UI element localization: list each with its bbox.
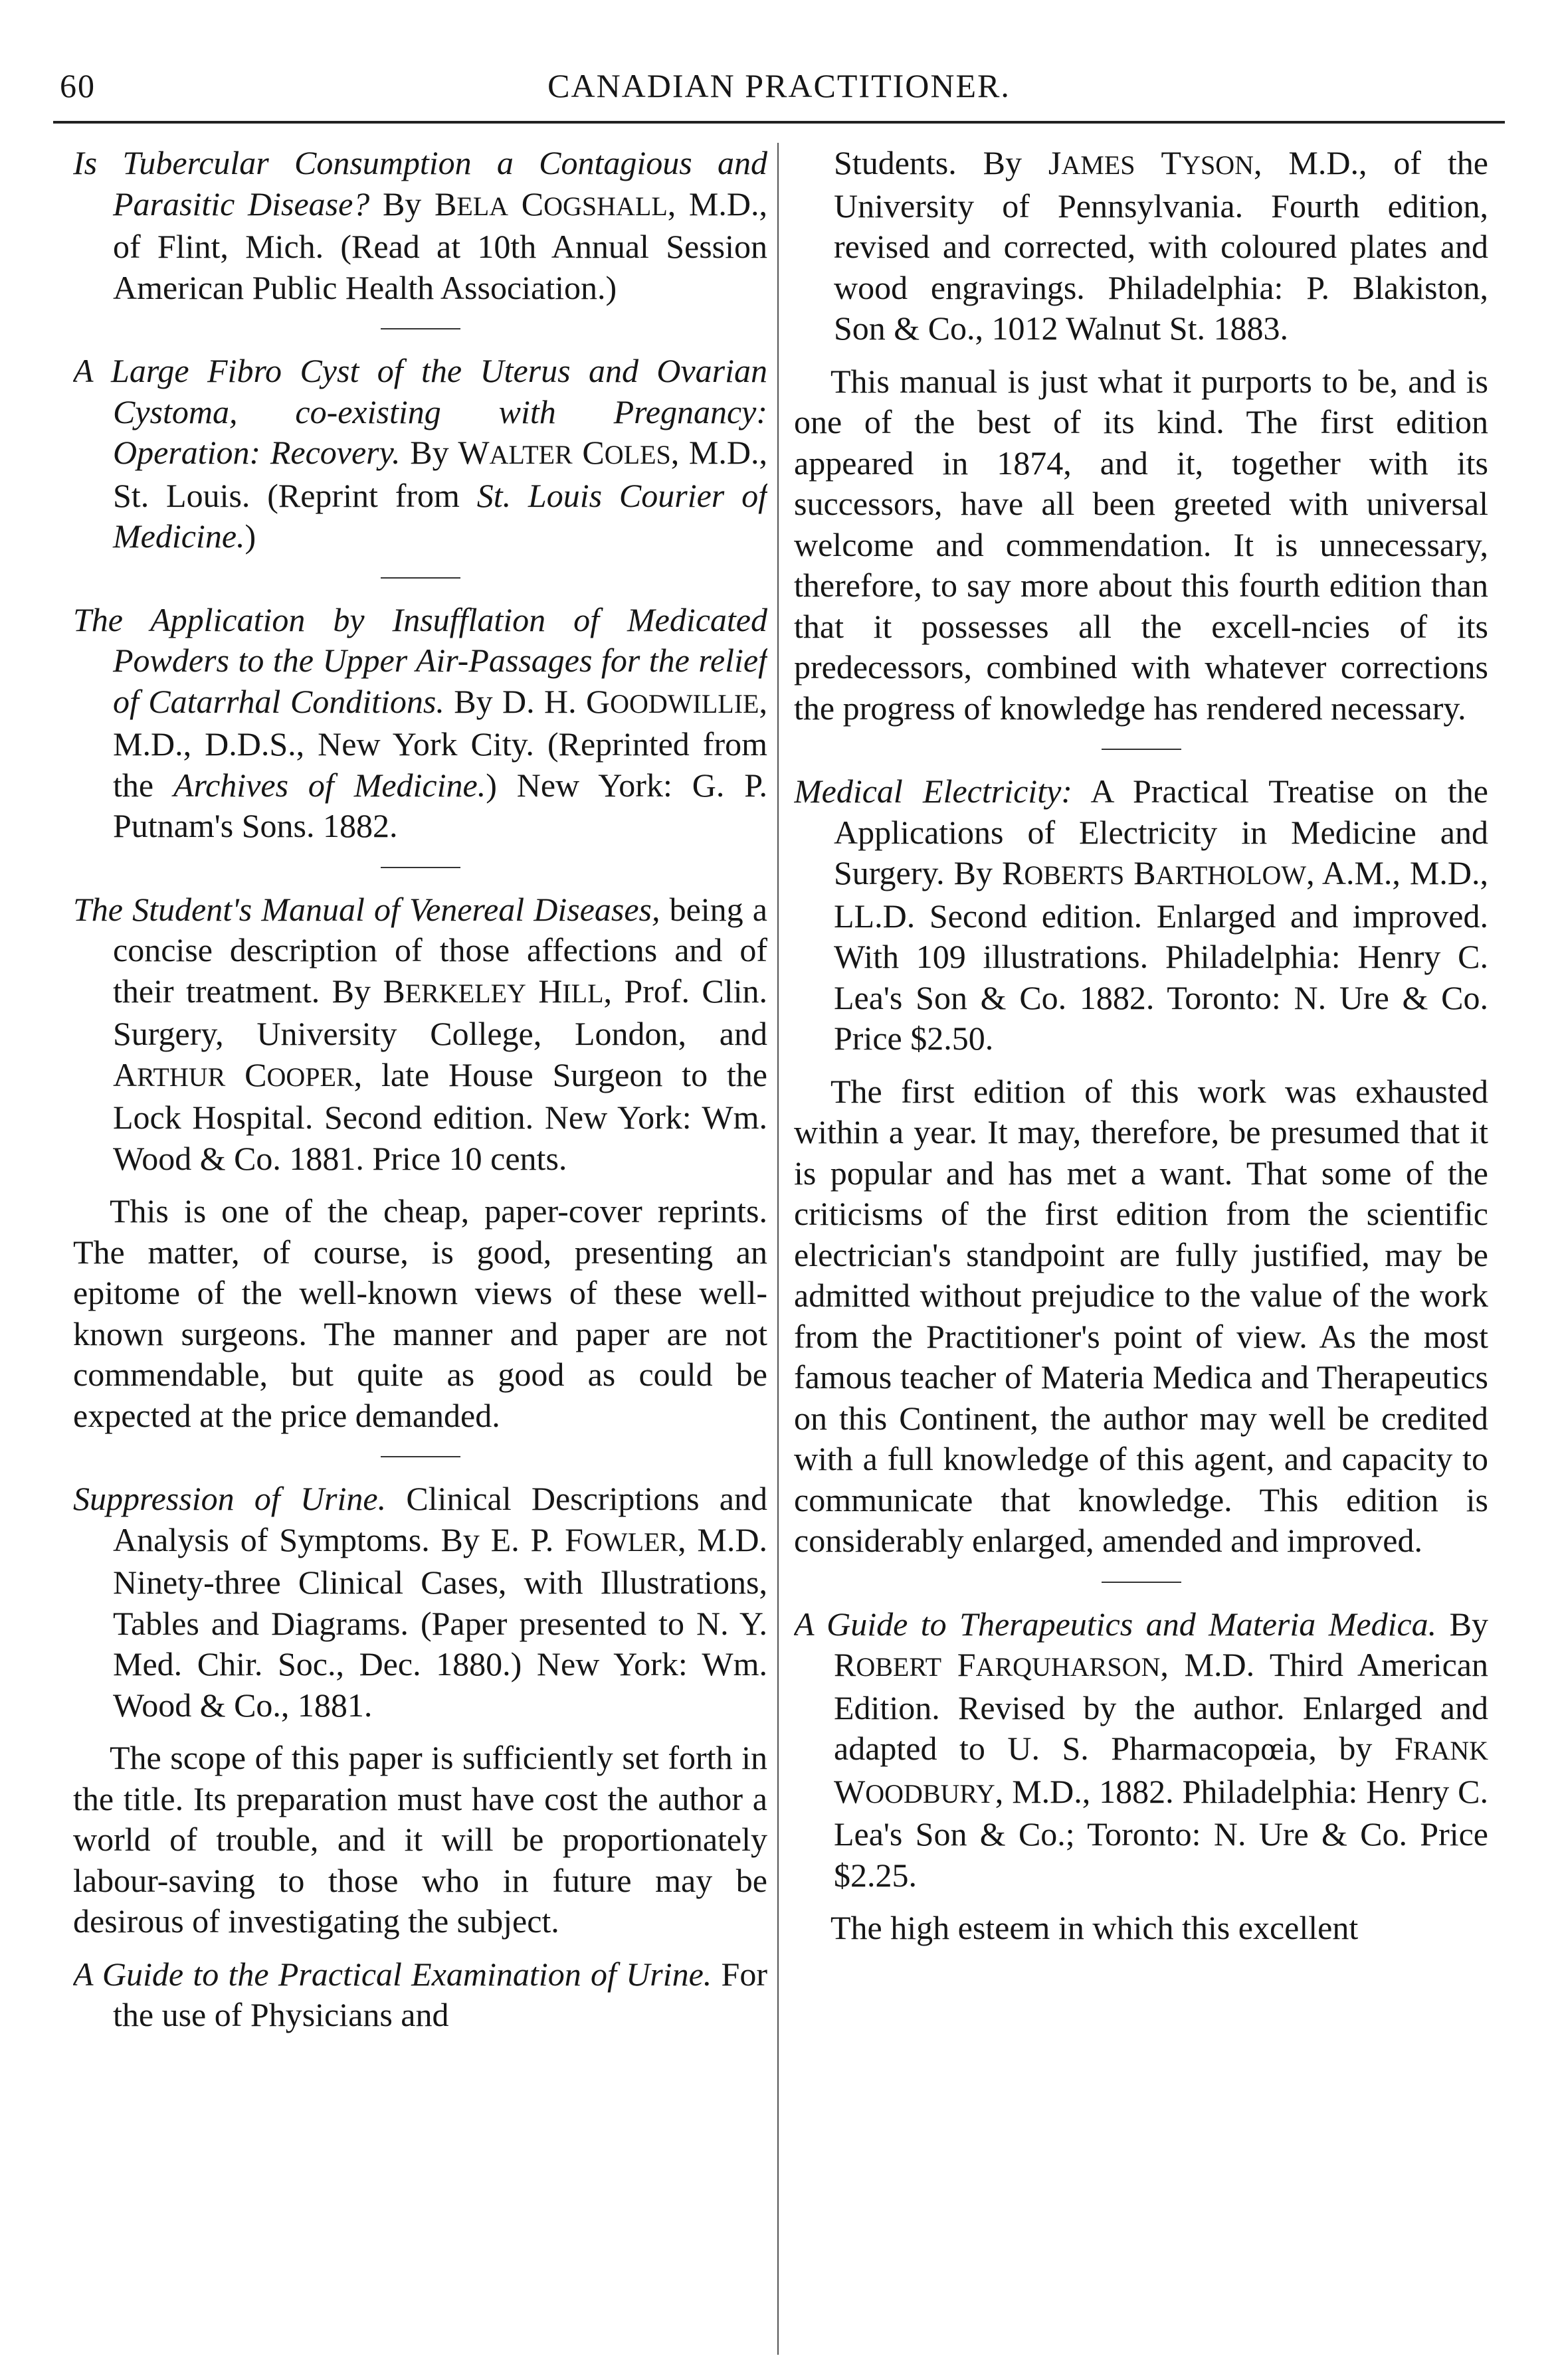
review-citation: The Student's Manual of Venereal Diseases, being a concise description of those affections and of their treatment. By BERKELEY HILL, Prof. Clin. Surgery, University College, London, and ARTHUR COOPER, late House Surgeon to the Lock Hospital. Second edition. New York: Wm. Wood & Co. 1881. Price 10 cents. xyxy=(73,890,767,1177)
review-citation: Medical Electricity: A Practical Treatise on the Applications of Electricity in Medicine and Surgery. By ROBERTS BARTHOLOW, A.M., M.D., LL.D. Second edition. Enlarged and improved. With 109 illustrations. Philadelphia: Henry C. Lea's Son & Co. 1882. Toronto: N. Ure & Co. Price $2.50. xyxy=(794,773,1488,1057)
review-paragraph: The high esteem in which this excellent xyxy=(830,1909,1359,1946)
section-separator xyxy=(1102,1582,1181,1583)
page-number: 60 xyxy=(60,67,96,104)
left-column xyxy=(73,143,767,2355)
section-separator xyxy=(381,1456,460,1457)
running-title: CANADIAN PRACTITIONER. xyxy=(547,67,1011,104)
review-citation: A Guide to Therapeutics and Materia Medica. By ROBERT FARQUHARSON, M.D. Third American Edition. Revised by the author. Enlarged and adapted to U. S. Pharmacopœia, by FRANK WOODBURY, M.D., 1882. Philadelphia: Henry C. Lea's Son & Co.; Toronto: N. Ure & Co. Price $2.25. xyxy=(794,1605,1488,1894)
header-rule xyxy=(53,121,1505,124)
review-citation: A Large Fibro Cyst of the Uterus and Ovarian Cystoma, co-existing with Pregnancy: Operation: Recovery. By WALTER COLES, M.D., St. Louis. (Reprint from St. Louis Courier of Medicine.) xyxy=(73,352,767,555)
review-citation-continued: Students. By JAMES TYSON, M.D., of the University of Pennsylvania. Fourth edition, revised and corrected, with coloured plates and wood engravings. Philadelphia: P. Blakiston, Son & Co., 1012 Walnut St. 1883. xyxy=(834,144,1488,347)
review-citation: Is Tubercular Consumption a Contagious and Parasitic Disease? By BELA COGSHALL, M.D., of Flint, Mich. (Read at 10th Annual Session American Public Health Association.) xyxy=(73,144,767,306)
review-paragraph: This manual is just what it purports to be, and is one of the best of its kind. The first edition appeared in 1874, and it, together with its successors, have all been greeted with universal welcome and commendation. It is unnecessary, therefore, to say more about this fourth edition than that it possesses all the excell-ncies of its predecessors, combined with whatever corrections the progress of knowledge has rendered necessary. xyxy=(794,362,1488,727)
review-citation: Suppression of Urine. Clinical Descriptions and Analysis of Symptoms. By E. P. FOWLER, M.D. Ninety-three Clinical Cases, with Illustrations, Tables and Diagrams. (Paper presented to N. Y. Med. Chir. Soc., Dec. 1880.) New York: Wm. Wood & Co., 1881. xyxy=(73,1480,767,1724)
column-divider xyxy=(777,143,779,2355)
review-citation: A Guide to the Practical Examination of Urine. For the use of Physicians and xyxy=(73,1955,767,2033)
review-paragraph: This is one of the cheap, paper-cover reprints. The matter, of course, is good, presenting an epitome of the well-known views of these well-known surgeons. The manner and paper are not commendable, but quite as good as could be expected at the price demanded. xyxy=(73,1192,767,1434)
review-citation: The Application by Insufflation of Medicated Powders to the Upper Air-Passages for the relief of Catarrhal Conditions. By D. H. GOODWILLIE, M.D., D.D.S., New York City. (Reprinted from the Archives of Medicine.) New York: G. P. Putnam's Sons. 1882. xyxy=(73,600,767,844)
section-separator xyxy=(381,577,460,579)
right-column xyxy=(794,143,1488,2355)
section-separator xyxy=(1102,749,1181,750)
review-paragraph: The scope of this paper is sufficiently set forth in the title. Its preparation must have cost the author a world of trouble, and it will be proportionately labour-saving to those who in future may be desirous of investigating the subject. xyxy=(73,1739,767,1940)
review-paragraph: The first edition of this work was exhausted within a year. It may, therefore, be presumed that it is popular and has met a want. That some of the criticisms of the first edition from the scientific electrician's standpoint are fully justified, may be admitted without prejudice to the value of the work from the Practitioner's point of view. As the most famous teacher of Materia Medica and Therapeutics on this Continent, the author may well be credited with a full knowledge of this agent, and capacity to communicate that knowledge. This edition is considerably enlarged, amended and improved. xyxy=(794,1072,1488,1559)
section-separator xyxy=(381,328,460,329)
section-separator xyxy=(381,867,460,868)
page-header xyxy=(60,53,1498,113)
